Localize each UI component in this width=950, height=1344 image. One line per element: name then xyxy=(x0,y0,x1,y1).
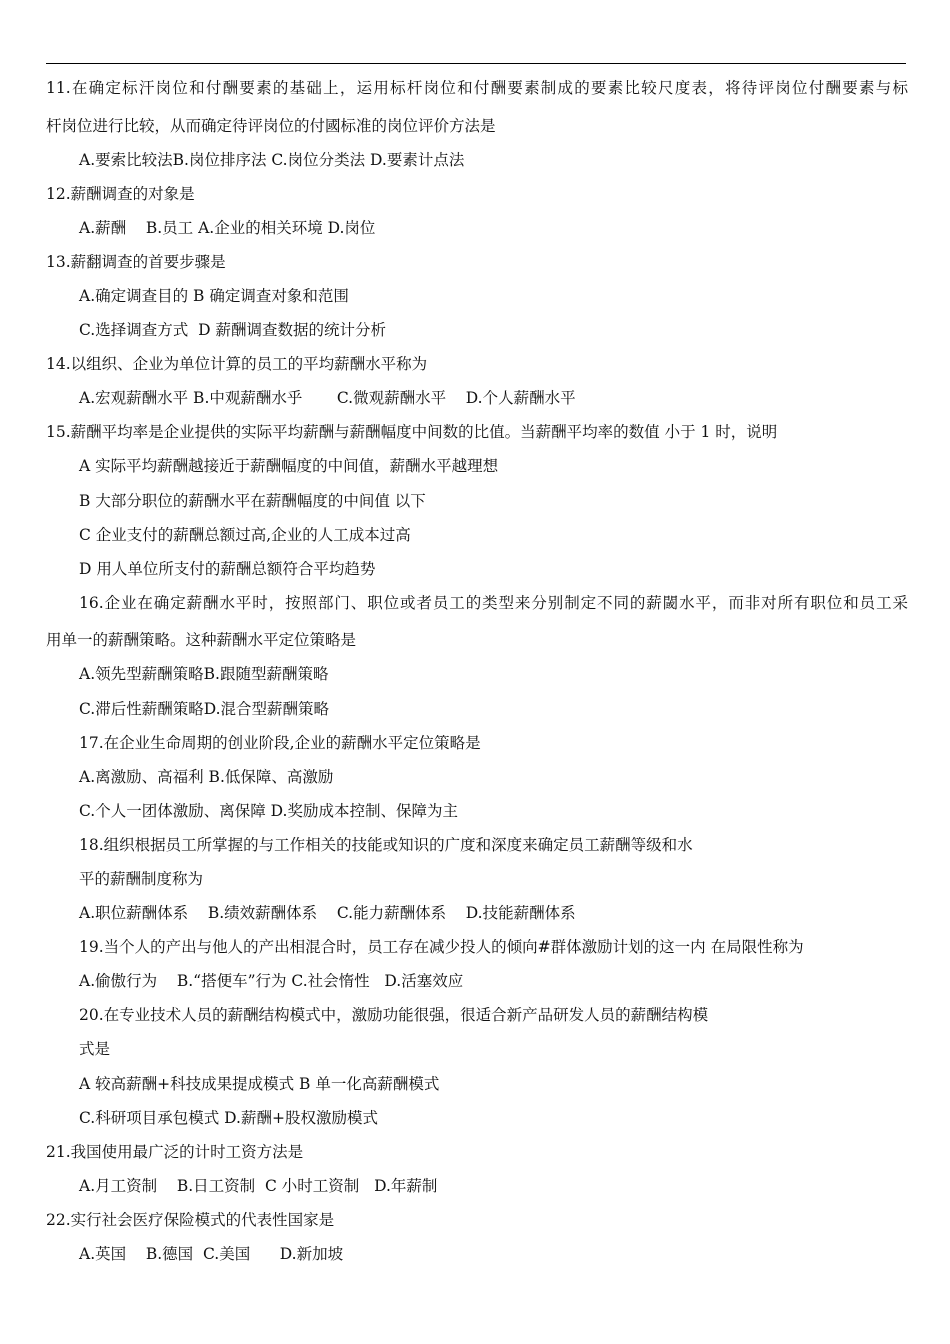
question-21-options: A.月工资制 B.日工资制 C 小时工资制 D.年薪制 xyxy=(79,1176,438,1195)
question-19-stem: 19.当个人的产出与他人的产出相混合时，员工存在减少投人的倾向#群体激励计划的这一内 在局限性称为 xyxy=(79,938,804,957)
question-18-stem-line-1: 18.组织根据员工所掌握的与工作相关的技能或知识的广度和深度来确定员工薪酬等级和水 xyxy=(79,835,693,854)
question-17-options-line-1: A.离激励、高福利 B.低保障、高激励 xyxy=(79,767,334,786)
question-15-option-c: C 企业支付的薪酬总额过高,企业的人工成本过高 xyxy=(79,525,411,544)
header-rule xyxy=(46,63,906,64)
question-list xyxy=(46,76,908,1276)
question-12-options: A.薪酬 B.员工 A.企业的相关环境 D.岗位 xyxy=(79,218,376,237)
question-15-option-d: D 用人单位所支付的薪酬总额符合平均趋势 xyxy=(79,559,376,578)
question-11-stem-line-2: 杆岗位进行比较，从而确定待评岗位的付國标准的岗位评价方法是 xyxy=(46,116,496,135)
question-13-options-line-1: A.确定调查目的 B 确定调查对象和范围 xyxy=(79,286,349,305)
question-13-stem: 13.薪翻调查的首要步骤是 xyxy=(46,252,226,271)
question-14-options: A.宏观薪酬水平 B.中观薪酬水乎 C.微观薪酬水平 D.个人薪酬水平 xyxy=(79,389,576,408)
question-16-stem-line-2: 用单一的薪酬策略。这种薪酬水平定位策略是 xyxy=(46,631,357,650)
question-18-stem-line-2: 平的薪酬制度称为 xyxy=(79,869,204,888)
question-20-options-line-2: C.科研项目承包模式 D.薪酬+股权激励模式 xyxy=(79,1108,378,1127)
question-13-options-line-2: C.选择调查方式 D 薪酬调查数据的统计分析 xyxy=(79,321,386,340)
question-16-options-line-1: A.领先型薪酬策略B.跟随型薪酬策略 xyxy=(79,665,329,684)
question-16-options-line-2: C.滞后性薪酬策略D.混合型薪酬策略 xyxy=(79,699,330,718)
question-20-stem-line-1: 20.在专业技术人员的薪酬结构模式中，激励功能很强，很适合新产品研发人员的薪酬结构模 xyxy=(79,1006,709,1025)
question-11-options: A.要索比较法B.岗位排序法 C.岗位分类法 D.要素计点法 xyxy=(79,150,465,169)
question-15-stem: 15.薪酬平均率是企业提供的实际平均薪酬与薪酬幅度中间数的比值。当薪酬平均率的数值 小于 1 时，说明 xyxy=(46,423,778,442)
question-15-option-a: A 实际平均薪酬越接近于薪酬幅度的中间值，薪酬水平越理想 xyxy=(79,457,499,476)
question-21-stem: 21.我国使用最广泛的计时工资方法是 xyxy=(46,1142,304,1161)
question-15-option-b: B 大部分职位的薪酬水平在薪酬幅度的中间值 以下 xyxy=(79,491,426,510)
question-16-stem-line-1: 16.企业在确定薪酬水平时，按照部门、职位或者员工的类型来分别制定不同的薪閾水平，而非对所有职位和员工采 xyxy=(79,593,908,612)
question-22-stem: 22.实行社会医疗保险模式的代表性国家是 xyxy=(46,1210,335,1229)
question-20-options-line-1: A 较高薪酬+科技成果提成模式 B 单一化高薪酬模式 xyxy=(79,1074,440,1093)
question-14-stem: 14.以组织、企业为单位计算的员工的平均薪酬水平称为 xyxy=(46,355,428,374)
question-22-options: A.英国 B.德国 C.美国 D.新加坡 xyxy=(79,1245,344,1263)
question-19-options: A.偷傲行为 B.“搭便车”行为 C.社会惰性 D.活塞效应 xyxy=(79,972,464,991)
question-20-stem-line-2: 式是 xyxy=(79,1040,111,1059)
question-17-options-line-2: C.个人一团体激励、离保障 D.奖励成本控制、保障为主 xyxy=(79,801,458,820)
question-11-stem-line-1: 11.在确定标汗岗位和付酬要素的基础上，运用标杆岗位和付酬要素制成的要素比较尺度表，将待评岗位付酬要素与标 xyxy=(46,79,908,97)
question-12-stem: 12.薪酬调查的对象是 xyxy=(46,184,195,203)
question-18-options: A.职位薪酬体系 B.绩效薪酬体系 C.能力薪酬体系 D.技能薪酬体系 xyxy=(79,904,576,923)
question-17-stem: 17.在企业生命周期的创业阶段,企业的薪酬水平定位策略是 xyxy=(79,733,481,752)
